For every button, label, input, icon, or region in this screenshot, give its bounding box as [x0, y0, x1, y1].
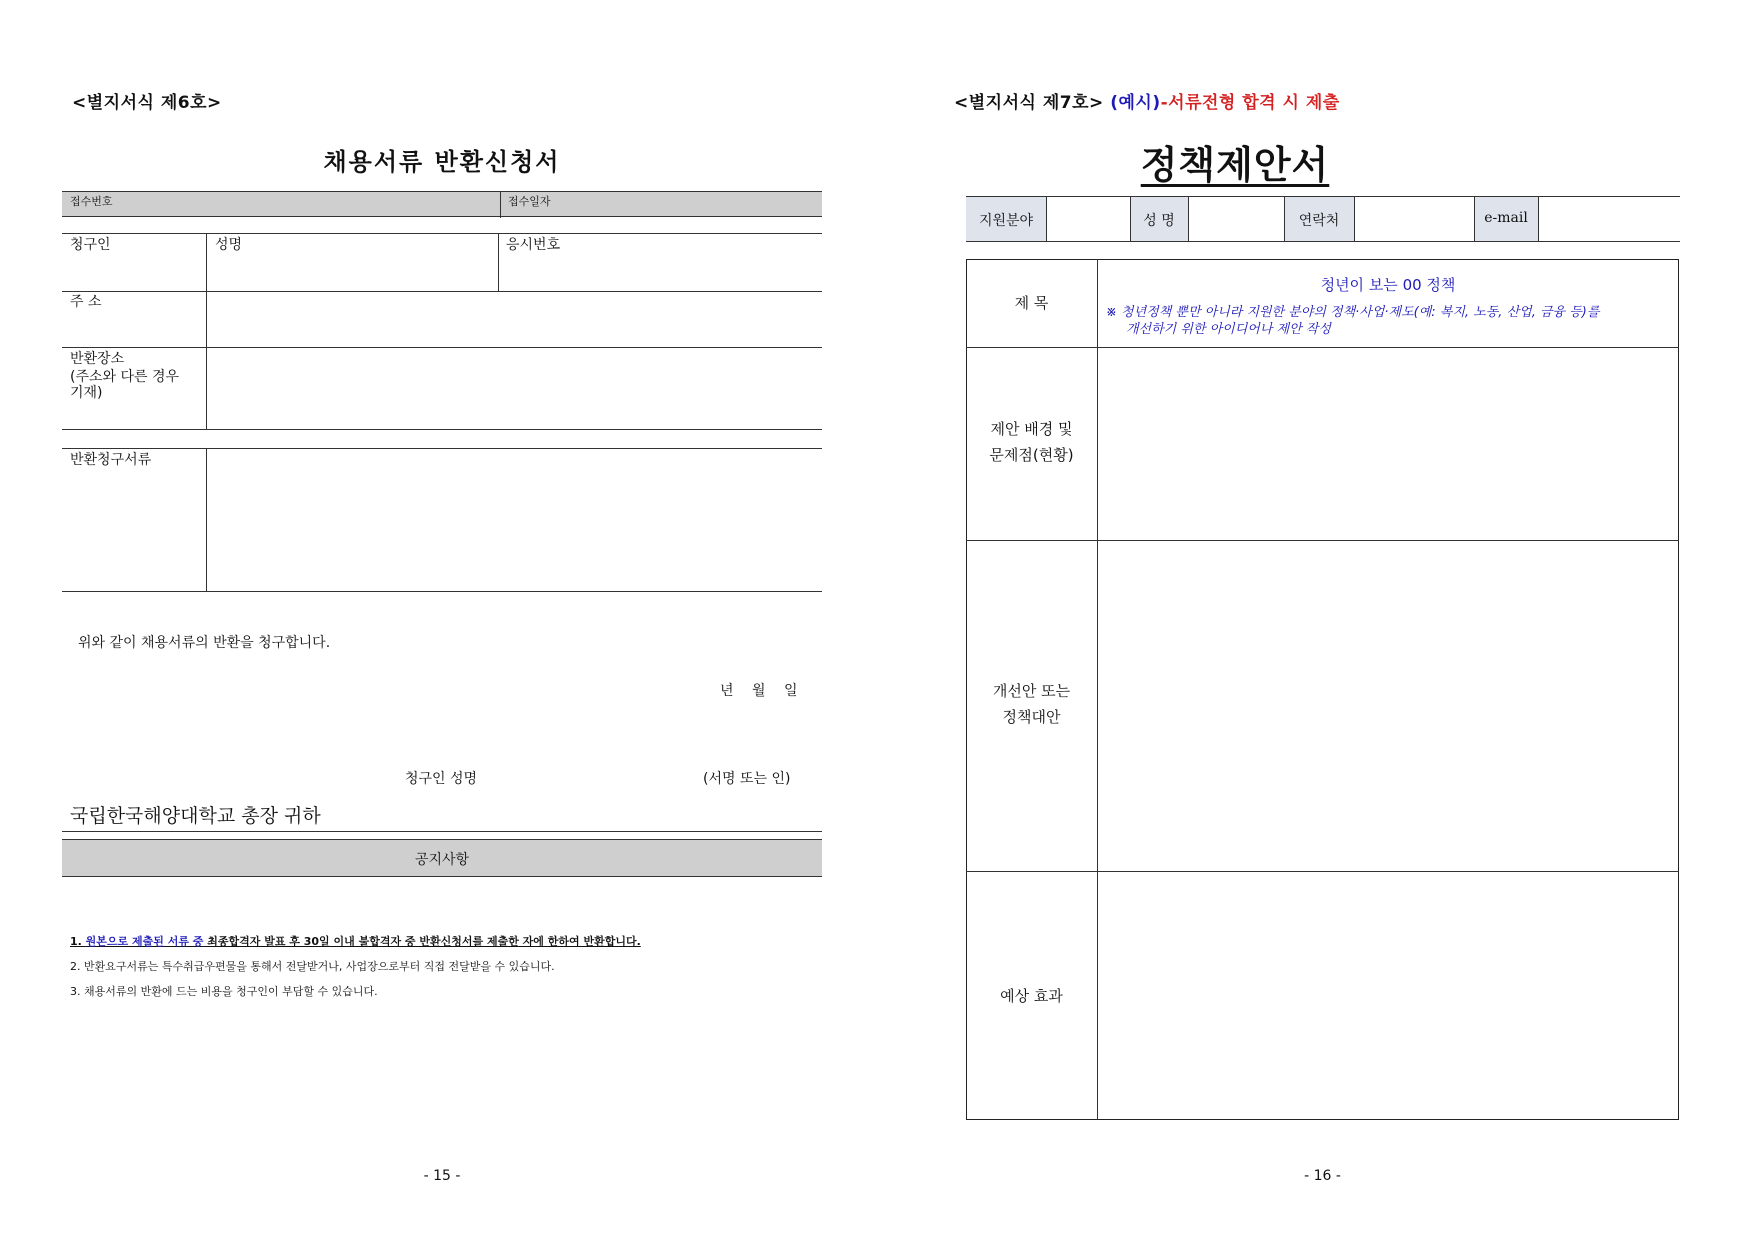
return-documents-label: 반환청구서류 — [70, 452, 152, 468]
name-label: 성명 — [215, 237, 243, 253]
notice-item-1-prefix: 1. — [70, 935, 86, 948]
addressee: 국립한국해양대학교 총장 귀하 — [70, 805, 321, 827]
request-statement: 위와 같이 채용서류의 반환을 청구합니다. — [78, 635, 331, 651]
info-divider-1 — [1046, 196, 1047, 241]
addressee-underline — [62, 831, 822, 832]
info-name-label: 성 명 — [1143, 213, 1175, 229]
expected-effect-label: 예상 효과 — [1000, 987, 1063, 1005]
notice-item-1-highlight: 원본으로 제출된 서류 중 — [85, 935, 204, 948]
subject-note-line-1: ※ 청년정책 뿐만 아니라 지원한 분야의 정책·사업·제도(예: 복지, 노동, 산업, 금융 등)를 — [1106, 305, 1600, 320]
info-email-label: e-mail — [1484, 210, 1528, 226]
subject-note-line-2: 개선하기 위한 아이디어나 제안 작성 — [1126, 322, 1331, 337]
notice-item-2: 2. 반환요구서류는 특수취급우편물을 통해서 전달받거나, 사업장으로부터 직접 전달받을 수 있습니다. — [70, 960, 555, 973]
row-line-3 — [62, 429, 822, 430]
name-exam-divider — [498, 233, 499, 291]
form-number-6: <별지서식 제6호> — [72, 93, 222, 113]
info-divider-7 — [1538, 196, 1539, 241]
notice-item-1-rest: 최종합격자 발표 후 30일 이내 불합격자 중 반환신청서를 제출한 자에 한하여 반환합니다. — [203, 935, 641, 948]
left-page — [0, 0, 876, 1240]
info-divider-5 — [1354, 196, 1355, 241]
notice-item-1 — [70, 933, 641, 949]
return-place-label-2: (주소와 다른 경우 — [70, 369, 180, 385]
info-contact-label: 연락처 — [1298, 213, 1340, 229]
receipt-date-label: 접수일자 — [508, 195, 551, 208]
form-number-7: <별지서식 제7호> — [954, 93, 1104, 113]
policy-proposal-title: 정책제안서 — [1140, 143, 1330, 187]
row-line-4 — [62, 448, 822, 449]
proposal-row-line-2 — [966, 540, 1679, 541]
info-field-label: 지원분야 — [978, 213, 1034, 229]
proposal-label-divider — [1097, 259, 1098, 1120]
form-number-7-header — [954, 88, 1340, 113]
applicant-label: 청구인 — [70, 237, 111, 253]
subject-label: 제 목 — [1014, 294, 1049, 312]
row-line-2 — [62, 347, 822, 348]
proposal-row-line-1 — [966, 347, 1679, 348]
page-number-15: - 15 - — [423, 1168, 461, 1184]
improvement-label-1: 개선안 또는 — [992, 682, 1071, 700]
background-label-1: 제안 배경 및 — [990, 420, 1073, 438]
right-page — [876, 0, 1753, 1240]
example-tag: (예시) — [1110, 93, 1161, 113]
receipt-bar — [62, 191, 822, 217]
return-place-label-1: 반환장소 — [70, 351, 125, 367]
applicant-signature-label: 청구인 성명 — [405, 771, 478, 787]
improvement-label-2: 정책대안 — [1002, 708, 1061, 726]
header-dash: - — [1160, 93, 1169, 113]
submit-note: 서류전형 합격 시 제출 — [1168, 93, 1340, 113]
label-column-divider-bottom — [206, 448, 207, 591]
proposal-row-line-3 — [966, 871, 1679, 872]
table-bottom-line — [62, 591, 822, 592]
exam-number-label: 응시번호 — [506, 237, 561, 253]
background-label-2: 문제점(현황) — [989, 446, 1074, 464]
subject-example: 청년이 보는 00 정책 — [1320, 276, 1456, 294]
notice-item-3: 3. 채용서류의 반환에 드는 비용을 청구인이 부담할 수 있습니다. — [70, 985, 378, 998]
page-number-16: - 16 - — [1304, 1168, 1341, 1184]
return-place-label-3: 기재) — [70, 385, 103, 401]
info-bar-bottom — [966, 241, 1680, 242]
notice-title: 공지사항 — [414, 852, 470, 868]
label-column-divider-top — [206, 233, 207, 429]
date-line: 년 월 일 — [720, 683, 798, 699]
sign-or-seal-label: (서명 또는 인) — [703, 771, 791, 787]
receipt-number-label: 접수번호 — [70, 195, 113, 208]
address-label: 주 소 — [70, 294, 102, 310]
row-line-1 — [62, 291, 822, 292]
receipt-divider — [500, 191, 501, 218]
info-divider-3 — [1188, 196, 1189, 241]
table-top-line — [62, 233, 822, 234]
return-request-title: 채용서류 반환신청서 — [323, 148, 561, 176]
